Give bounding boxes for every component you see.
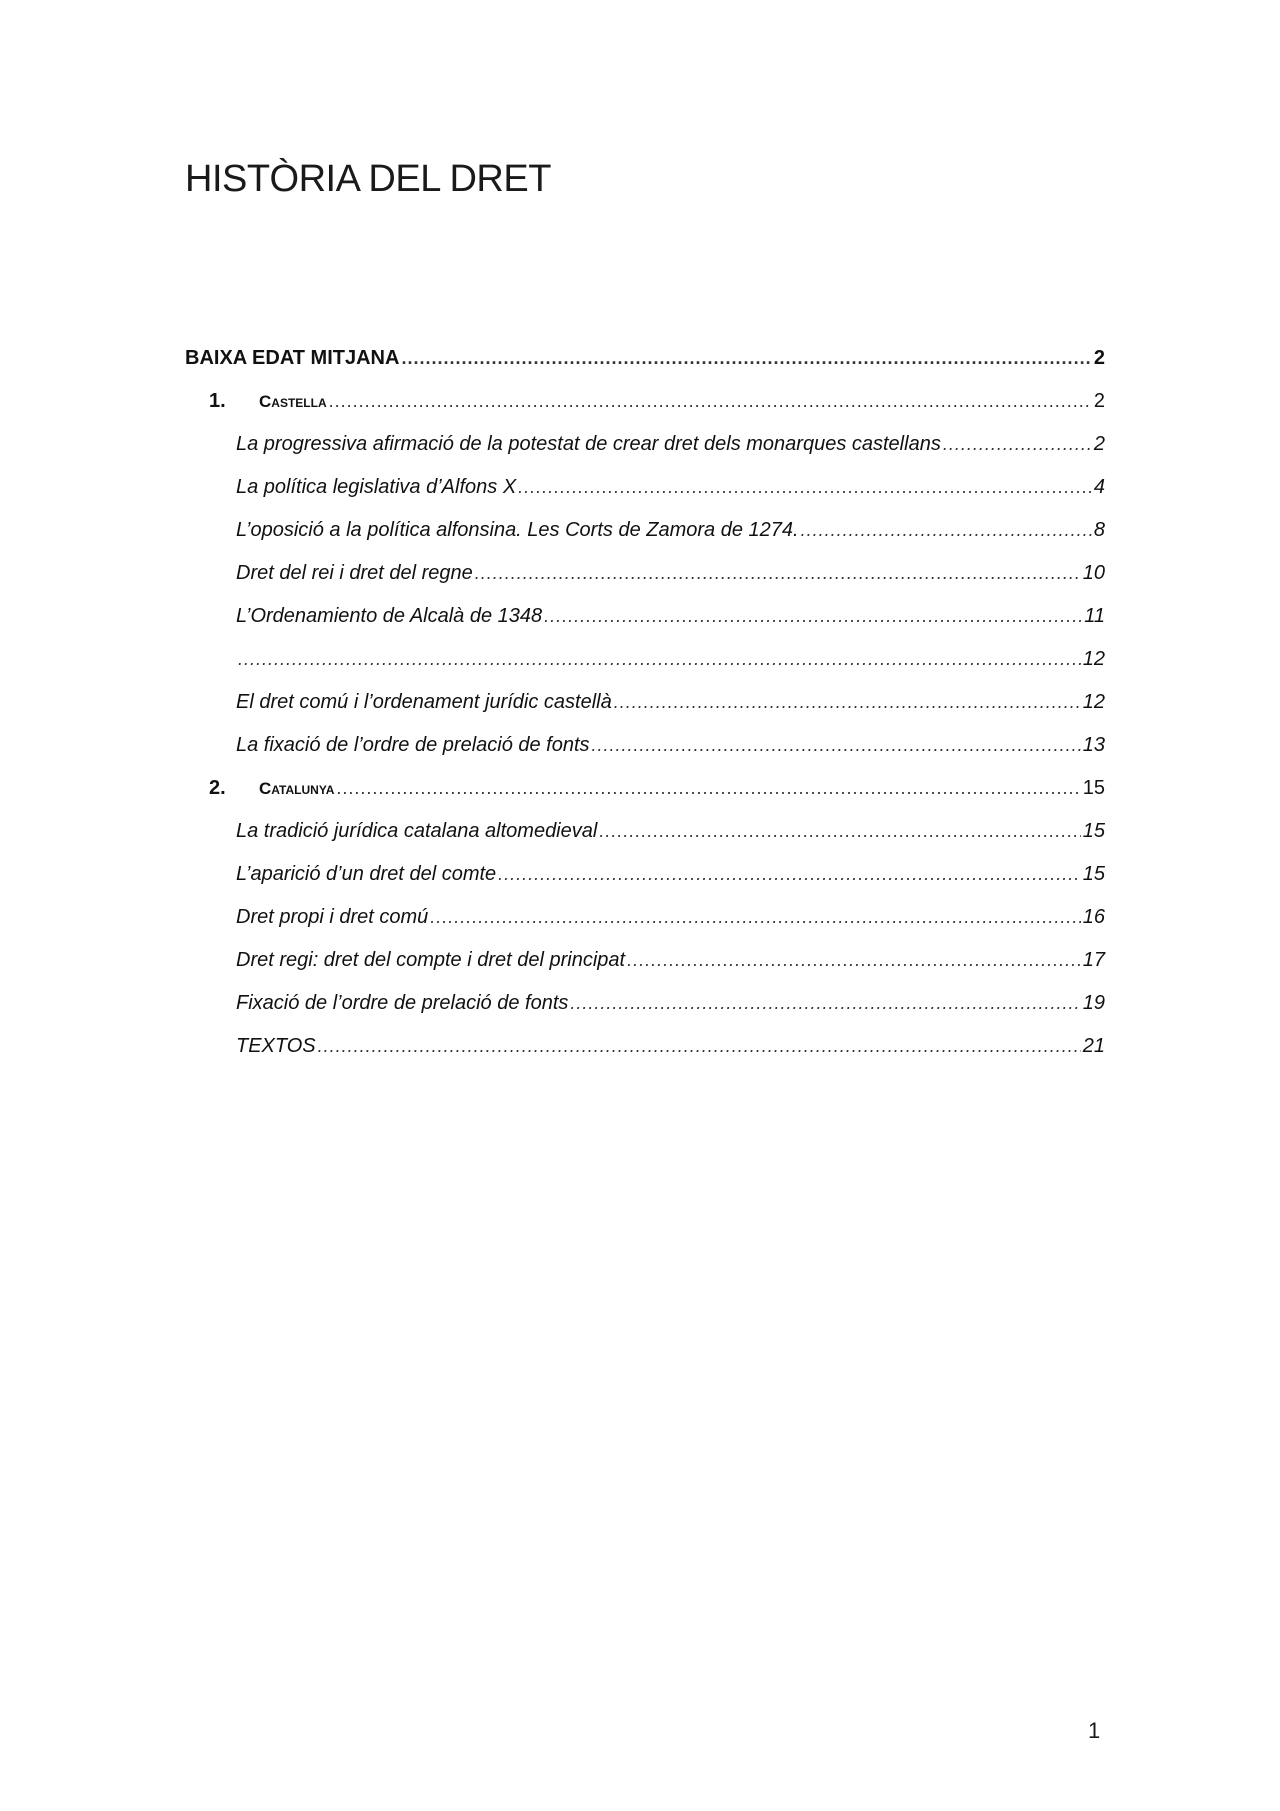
toc-leader-dots xyxy=(592,732,1081,758)
toc-entry-page: 2 xyxy=(1093,390,1105,412)
toc-entry-label: TEXTOS xyxy=(236,1035,316,1057)
toc-entry-politica-alfons-x[interactable] xyxy=(236,474,1105,500)
toc-entry-page: 2 xyxy=(1093,347,1105,369)
toc-entry-empty[interactable] xyxy=(236,646,1105,672)
toc-entry-label: Dret del rei i dret del regne xyxy=(236,562,473,584)
toc-entry-page: 4 xyxy=(1093,476,1105,498)
toc-leader-dots xyxy=(329,388,1092,414)
toc-entry-page: 17 xyxy=(1082,949,1105,971)
toc-leader-dots xyxy=(518,474,1092,500)
toc-entry-label: Fixació de l’ordre de prelació de fonts xyxy=(236,992,569,1014)
toc-entry-label: La progressiva afirmació de la potestat de crear dret dels monarques castellans xyxy=(236,433,941,455)
toc-entry-fixacio-prelacio-catalunya[interactable] xyxy=(236,990,1105,1016)
toc-entry-ordenamiento-alcala[interactable] xyxy=(236,603,1105,629)
toc-entry-page: 16 xyxy=(1082,906,1105,928)
toc-entry-label: El dret comú i l’ordenament jurídic castellà xyxy=(236,691,612,713)
toc-leader-dots xyxy=(475,560,1081,586)
toc-entry-page: 21 xyxy=(1082,1035,1105,1057)
toc-entry-afirmacio-potestat[interactable] xyxy=(236,431,1105,457)
toc-leader-dots xyxy=(627,947,1081,973)
toc-entry-page: 2 xyxy=(1093,433,1105,455)
toc-entry-page: 12 xyxy=(1082,648,1105,670)
toc-entry-page: 13 xyxy=(1082,734,1105,756)
toc-entry-aparicio-dret-comte[interactable] xyxy=(236,861,1105,887)
toc-entry-textos[interactable] xyxy=(236,1033,1105,1059)
toc-entry-label: La fixació de l’ordre de prelació de fonts xyxy=(236,734,590,756)
toc-entry-label: Dret regi: dret del compte i dret del principat xyxy=(236,949,626,971)
toc-entry-dret-rei-regne[interactable] xyxy=(236,560,1105,586)
toc-leader-dots xyxy=(943,431,1092,457)
toc-entry-label: L’aparició d’un dret del comte xyxy=(236,863,497,885)
toc-entry-page: 19 xyxy=(1082,992,1105,1014)
toc-entry-label: L’Ordenamiento de Alcalà de 1348 xyxy=(236,605,543,627)
toc-entry-fixacio-prelacio-castella[interactable] xyxy=(236,732,1105,758)
toc-leader-dots xyxy=(544,603,1082,629)
toc-leader-dots xyxy=(498,861,1081,887)
toc-entry-page: 8 xyxy=(1093,519,1105,541)
toc-leader-dots xyxy=(599,818,1080,844)
toc-entry-label: La tradició jurídica catalana altomedieval xyxy=(236,820,598,842)
toc-entry-baixa-edat-mitjana[interactable] xyxy=(185,345,1105,371)
toc-leader-dots xyxy=(801,517,1092,543)
toc-entry-dret-regi[interactable] xyxy=(236,947,1105,973)
toc-entry-label: BAIXA EDAT MITJANA xyxy=(185,347,400,369)
toc-leader-dots xyxy=(401,345,1091,371)
toc-entry-page: 15 xyxy=(1082,777,1105,799)
toc-leader-dots xyxy=(614,689,1081,715)
toc-entry-dret-propi-comu[interactable] xyxy=(236,904,1105,930)
toc-entry-page: 10 xyxy=(1082,562,1105,584)
toc-entry-label: L’oposició a la política alfonsina. Les Corts de Zamora de 1274. xyxy=(236,519,799,541)
toc-entry-castella[interactable] xyxy=(209,388,1105,414)
toc-entry-page: 12 xyxy=(1082,691,1105,713)
document-title: HISTÒRIA DEL DRET xyxy=(185,158,551,200)
toc-entry-tradicio-catalana[interactable] xyxy=(236,818,1105,844)
toc-entry-page: 11 xyxy=(1084,605,1105,627)
toc-entry-page: 15 xyxy=(1082,820,1105,842)
toc-entry-label: Castella xyxy=(259,392,327,411)
toc-leader-dots xyxy=(336,775,1080,801)
toc-entry-label: Dret propi i dret comú xyxy=(236,906,429,928)
toc-entry-dret-comu-castella[interactable] xyxy=(236,689,1105,715)
toc-entry-oposicio-alfonsina[interactable] xyxy=(236,517,1105,543)
toc-leader-dots xyxy=(570,990,1080,1016)
toc-entry-number: 2. xyxy=(209,777,226,799)
toc-entry-number: 1. xyxy=(209,390,226,412)
toc-leader-dots xyxy=(238,646,1081,672)
toc-entry-catalunya[interactable] xyxy=(209,775,1105,801)
page-number: 1 xyxy=(1088,1718,1101,1743)
toc-entry-label: Catalunya xyxy=(259,779,335,798)
toc-entry-page: 15 xyxy=(1082,863,1105,885)
toc-leader-dots xyxy=(318,1033,1081,1059)
toc-leader-dots xyxy=(430,904,1080,930)
toc-entry-label: La política legislativa d’Alfons X xyxy=(236,476,517,498)
